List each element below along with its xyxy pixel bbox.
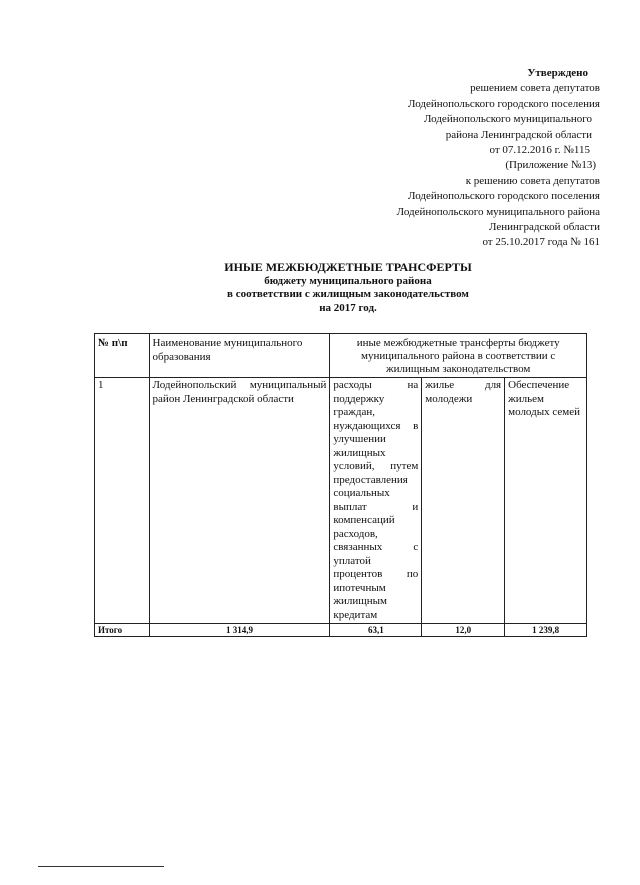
total-col5: 1 239,8: [505, 624, 587, 637]
approval-line: Лодейнопольского городского поселения: [408, 97, 600, 110]
total-col4: 12,0: [422, 624, 505, 637]
approval-line: Лодейнопольского муниципального: [423, 113, 592, 126]
document-heading: [150, 261, 546, 315]
row-name: Лодейнопольский муниципальный район Ленинградской области: [149, 378, 330, 624]
heading-title: ИНЫЕ МЕЖБЮДЖЕТНЫЕ ТРАНСФЕРТЫ: [224, 260, 472, 274]
heading-line: на 2017 год.: [319, 301, 377, 314]
row-subprogram: Обеспечение жильем молодых семей: [505, 378, 587, 624]
approval-line: решением совета депутатов: [470, 82, 600, 95]
row-program: жилье для молодежи: [422, 378, 505, 624]
approval-title: Утверждено: [527, 67, 588, 79]
transfers-table: [94, 333, 587, 637]
approval-line: Лодейнопольского городского поселения: [408, 190, 600, 203]
total-col3: 63,1: [330, 624, 422, 637]
approval-line: района Ленинградской области: [445, 128, 592, 141]
total-col2: 1 314,9: [149, 624, 330, 637]
row-purpose: расходы на поддержку граждан, нуждающихся в улучшении жилищных условий, путем предоставления социальных выплат и компенсаций расходов, связанных с уплатой процентов по ипотечным жилищным кредитам: [330, 378, 422, 624]
footnote-separator: [38, 866, 164, 867]
heading-line: в соответствии с жилищным законодательством: [227, 288, 469, 300]
approval-line: Ленинградской области: [489, 221, 600, 234]
approval-line: от 07.12.2016 г. №115: [489, 144, 590, 157]
total-row: [95, 624, 587, 637]
table-header-row: [95, 334, 587, 378]
table-row: [95, 378, 587, 624]
approval-line: к решению совета депутатов: [465, 174, 600, 187]
header-transfers: иные межбюджетные трансферты бюджету муниципального района в соответствии с жилищным законодательством: [330, 334, 587, 378]
header-num: № п\п: [95, 334, 150, 378]
row-num: 1: [95, 378, 150, 624]
approval-line: от 25.10.2017 года № 161: [482, 236, 600, 249]
heading-line: бюджету муниципального района: [264, 274, 432, 287]
approval-line: (Приложение №13): [505, 159, 596, 172]
total-label: Итого: [95, 624, 150, 637]
approval-block: [360, 66, 600, 251]
header-name: Наименование муниципального образования: [149, 334, 330, 378]
approval-line: Лодейнопольского муниципального района: [396, 205, 600, 218]
